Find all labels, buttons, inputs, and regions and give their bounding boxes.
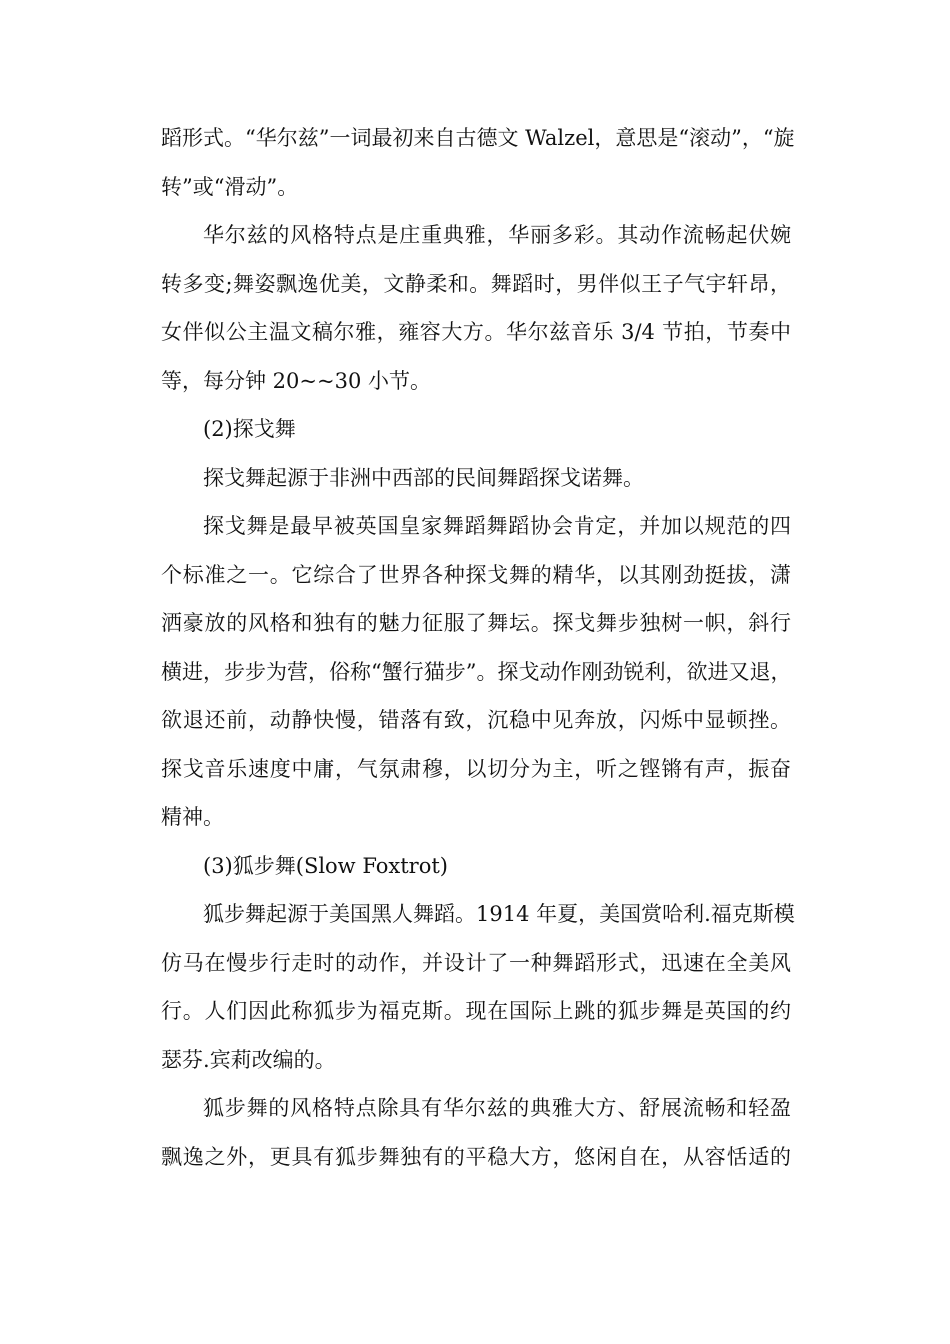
text-line: 仿马在慢步行走时的动作，并设计了一种舞蹈形式，迅速在全美风 bbox=[161, 950, 791, 975]
text-line: 瑟芬.宾莉改编的。 bbox=[161, 1047, 336, 1072]
text-line: 华尔兹的风格特点是庄重典雅，华丽多彩。其动作流畅起伏婉 bbox=[203, 223, 791, 247]
text-line: 行。人们因此称狐步为福克斯。现在国际上跳的狐步舞是英国的约 bbox=[161, 999, 791, 1023]
text-line: 横进，步步为营，俗称“蟹行猫步”。探戈动作刚劲锐利，欲进又退， bbox=[161, 659, 792, 684]
text-line: 欲退还前，动静快慢，错落有致，沉稳中见奔放，闪烁中显顿挫。 bbox=[161, 708, 791, 732]
text-line: 个标准之一。它综合了世界各种探戈舞的精华，以其刚劲挺拔，潇 bbox=[161, 562, 791, 587]
text-line: 转多变;舞姿飘逸优美，文静柔和。舞蹈时，男伴似王子气宇轩昂， bbox=[161, 271, 791, 296]
text-line: (2)探戈舞 bbox=[203, 417, 296, 441]
text-line: 探戈舞是最早被英国皇家舞蹈舞蹈协会肯定，并加以规范的四 bbox=[203, 514, 791, 538]
text-line: 狐步舞的风格特点除具有华尔兹的典雅大方、舒展流畅和轻盈 bbox=[203, 1096, 791, 1120]
text-line: 等，每分钟 20~~30 小节。 bbox=[161, 368, 431, 393]
text-line: 探戈音乐速度中庸，气氛肃穆，以切分为主，听之铿锵有声，振奋 bbox=[161, 756, 791, 781]
text-line: 洒豪放的风格和独有的魅力征服了舞坛。探戈舞步独树一帜，斜行 bbox=[161, 611, 791, 635]
text-line: 转”或“滑动”。 bbox=[161, 174, 299, 199]
text-line: 探戈舞起源于非洲中西部的民间舞蹈探戈诺舞。 bbox=[203, 465, 644, 490]
text-line: 狐步舞起源于美国黑人舞蹈。1914 年夏，美国赏哈利.福克斯模 bbox=[203, 902, 795, 926]
text-line: 精神。 bbox=[161, 805, 224, 829]
body-text bbox=[161, 114, 795, 1181]
text-line: 女伴似公主温文稿尔雅，雍容大方。华尔兹音乐 3/4 节拍，节奏中 bbox=[161, 320, 791, 344]
text-line: 飘逸之外，更具有狐步舞独有的平稳大方，悠闲自在，从容恬适的 bbox=[161, 1144, 791, 1169]
text-line: (3)狐步舞(Slow Foxtrot) bbox=[203, 853, 448, 878]
text-line: 蹈形式。“华尔兹”一词最初来自古德文 Walzel，意思是“滚动”，“旋 bbox=[161, 126, 795, 150]
